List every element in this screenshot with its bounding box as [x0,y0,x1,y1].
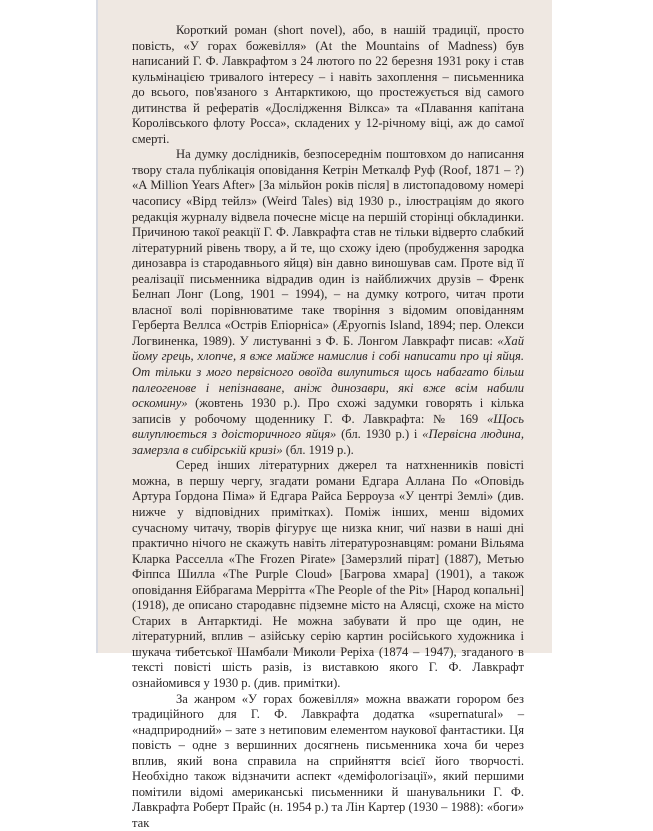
book-page [96,0,552,830]
paragraph-3-text: Серед інших літературних джерел та натхненників повісті можна, в першу чергу, згадати романи Едгара Аллана По «Оповідь Артура Ґордона Піма» й Едгара Райса Берроуза «У центрі Землі» (див. нижче у відповідних примітках). Поміж інших, менш відомих сучасному читачу, творів фігурує ще низка книг, чиї назви в наші дні практично нічого не скажуть навіть літературознавцям: романи Вільяма Кларка Расселла «The Frozen Pirate» [Замерзлий пірат] (1887), Метью Фіппса Шилла «The Purple Cloud» [Багрова хмара] (1901), а також оповідання Ейбрагама Меррітта «The People of the Pit» [Народ копальні] (1918), де описано стародавнє підземне місто на Алясці, схоже на місто Старих в Антарктиді. Не можна забувати й про ще один, не літературний, вплив – азійську серію картин російського художника і шукача тибетської Шамбали Миколи Реріха (1874 – 1947), згаданого в тексті повісті шість разів, із виставкою якого Г. Ф. Лавкрафт ознайомився у 1930 р. (див. примітки). [132,458,524,690]
paragraph-3 [132,458,524,691]
paragraph-1-text: Короткий роман (short novel), або, в нашій традиції, просто повість, «У горах божевілля» (At the Mountains of Madness) був написаний Г. Ф. Лавкрафтом з 24 лютого по 22 березня 1931 року і став кульмінацією тривалого інтересу – і навіть захоплення – письменника до всього, пов'язаного з Антарктикою, що простежується від самого дитинства й рефератів «Дослідження Вілкса» та «Плавання капітана Королівського флоту Росса», складених у 12-річному віці, аж до самої смерті. [132,23,524,146]
paragraph-2-text-a: На думку дослідників, безпосереднім поштовхом до написання твору стала публікація оповідання Кетрін Меткалф Руф (Roof, 1871 – ?) «A Million Years After» [За мільйон років після] в листопадовому номері часопису «Вірд тейлз» (Weird Tales) від 1930 р., ілюстраціям до якого редакція журналу відвела почесне місце на першій сторінці обкладинки. Причиною такої реакції Г. Ф. Лавкрафта став не тільки відверто слабкий літературний рівень твору, а й те, що схожу ідею (пробудження зародка динозавра із стародавнього яйця) він давно виношував сам. Проте від її реалізації письменника відрадив один із найближчих друзів – Френк Белнап Лонг (Long, 1901 – 1994), – на думку котрого, читач проти власної волі порівнюватиме таке творіння з відомим оповіданням Герберта Веллса «Острів Епіорніса» (Æpyornis Island, 1894; пер. Олекси Логвиненка, 1989). У листуванні з Ф. Б. Лонгом Лавкрафт писав: [132,147,524,348]
body-text [132,23,524,831]
paragraph-4 [132,692,524,831]
paragraph-2 [132,147,524,458]
diary-entry-primitive-man-quote: «Первісна людина, замерзла в сибірській кризі» [132,427,524,457]
paragraph-2-text-b: (жовтень 1930 р.). Про схожі задумки говорять і кілька записів у робочому щоденнику Г. Ф. Лавкрафта: № 169 [132,396,524,426]
paragraph-4-text: За жанром «У горах божевілля» можна вважати горором без традиційного для Г. Ф. Лавкрафта додатка «supernatural» – «надприродний» – зате з нетиповим елементом наукової фантастики. Ця повість – одне з вершинних досягнень письменника хоча би через вплив, який вона справила на сприйняття всієї його творчості. Необхідно також відзначити аспект «деміфологізації», який першими помітили відомі американські письменники й шанувальники Г. Ф. Лавкрафта Роберт Прайс (н. 1954 р.) та Лін Картер (1930 – 1988): «боги» так [132,691,524,830]
diary-entry-169-quote: «Щось вилуплюється з доісторичного яйця» [132,411,524,442]
paragraph-2-text-d: (бл. 1919 р.). [282,442,354,457]
paragraph-1 [132,23,524,147]
lovecraft-letter-quote: «Хай йому грець, хлопче, я вже майже намислив і собі написати про ці яйця. От тільки з мого первісного овоїда вилупиться щось набагато більш палеогенове і непізнаване, аніж динозаври, які вже всім набили оскомину» [132,333,524,411]
paragraph-2-text-c: (бл. 1930 р.) і [336,427,423,442]
